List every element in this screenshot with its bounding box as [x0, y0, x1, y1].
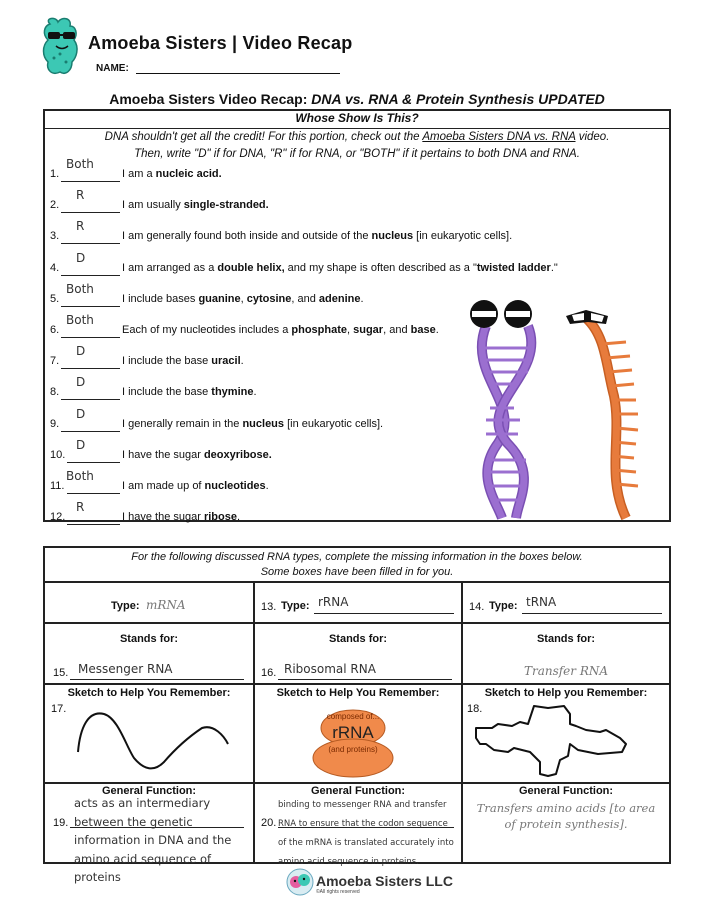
- function-value-mrna[interactable]: [74, 794, 277, 887]
- question-text-part: I generally remain in the: [122, 418, 243, 430]
- question-text: [122, 449, 272, 461]
- function-line: amino acid sequence of: [74, 851, 212, 866]
- question-text-part: ,: [240, 293, 247, 305]
- question-16-number: 16.: [261, 667, 277, 679]
- type-label-mrna: Type:: [111, 600, 140, 612]
- function-line: information in DNA and the: [74, 833, 232, 847]
- title-topic: DNA vs. RNA & Protein Synthesis UPDATED: [311, 91, 605, 107]
- footer-rights: ©All rights reserved: [316, 889, 360, 895]
- table-divider: [45, 782, 669, 784]
- question-text-part: , and: [383, 324, 411, 336]
- question-text-part: I include bases: [122, 293, 199, 305]
- question-13-number: 13.: [261, 601, 277, 613]
- amoeba-sisters-logo-icon: [286, 868, 314, 896]
- amoeba-mascot-logo: [36, 14, 88, 80]
- question-text-part: .: [360, 293, 364, 305]
- question-text: [122, 324, 439, 336]
- function-line: of protein synthesis].: [504, 817, 628, 831]
- answer-blank: [61, 431, 120, 432]
- table-divider: [45, 581, 669, 583]
- answer-field[interactable]: R: [76, 188, 85, 202]
- stands-for-label-rrna: Stands for:: [328, 633, 388, 645]
- answer-blank: [61, 275, 120, 276]
- dna-helix-illustration: [470, 300, 532, 518]
- ribosome-caption-main: rRNA: [332, 723, 374, 742]
- video-link[interactable]: Amoeba Sisters DNA vs. RNA: [422, 131, 576, 143]
- name-label: NAME:: [96, 63, 129, 74]
- answer-field[interactable]: Both: [66, 469, 94, 483]
- question-row: [50, 500, 450, 529]
- question-text-part: I am usually: [122, 199, 184, 211]
- function-line: binding to messenger RNA and transfer: [278, 800, 447, 810]
- question-keyword: sugar: [353, 324, 384, 336]
- answer-field[interactable]: D: [76, 344, 86, 358]
- ribosome-caption-top: composed of...: [326, 712, 380, 721]
- question-text: [122, 418, 383, 430]
- question-number: 10.: [50, 449, 66, 461]
- question-keyword: deoxyribose.: [203, 449, 272, 461]
- page-title: [0, 91, 714, 107]
- function-line: Transfers amino acids [to area: [476, 801, 656, 815]
- question-text: [122, 386, 257, 398]
- function-label-mrna: General Function:: [101, 785, 197, 797]
- question-text-part: [in eukaryotic cells].: [413, 230, 513, 242]
- answer-field[interactable]: D: [76, 251, 86, 265]
- stands-for-value-mrna[interactable]: Messenger RNA: [78, 662, 173, 676]
- question-text-part: , and: [291, 293, 319, 305]
- question-row: [50, 219, 513, 248]
- function-line-mrna-2: [52, 863, 244, 864]
- answer-field[interactable]: R: [76, 219, 85, 233]
- question-keyword: thymine: [211, 386, 254, 398]
- function-value-trna[interactable]: [463, 800, 669, 832]
- sketch-label-mrna: Sketch to Help You Remember:: [67, 687, 231, 699]
- question-text: [122, 230, 512, 242]
- question-text: [122, 511, 240, 523]
- question-keyword: single-stranded.: [183, 199, 269, 211]
- answer-field[interactable]: D: [76, 438, 86, 452]
- question-number: 12.: [50, 511, 66, 523]
- question-17-number: 17.: [51, 703, 67, 715]
- question-number: 3.: [50, 230, 60, 242]
- function-label-rrna: General Function:: [310, 785, 406, 797]
- answer-field[interactable]: D: [76, 375, 86, 389]
- sketch-label-trna: Sketch to Help you Remember:: [484, 687, 648, 699]
- question-keyword: guanine: [198, 293, 241, 305]
- mrna-sketch[interactable]: [74, 706, 234, 776]
- ribosome-caption-bottom: (and proteins): [328, 745, 378, 754]
- question-row: [50, 188, 450, 217]
- question-text-part: .: [435, 324, 439, 336]
- question-keyword: nucleus: [371, 230, 414, 242]
- function-line: RNA to ensure that the codon sequence: [278, 819, 448, 829]
- question-text-part: I am generally found both inside and outside of the: [122, 230, 372, 242]
- question-text-part: .: [236, 511, 241, 523]
- question-keyword: cytosine: [246, 293, 292, 305]
- question-text-part: I am made up of: [122, 480, 205, 492]
- footer-brand: Amoeba Sisters LLC: [316, 873, 453, 889]
- question-text: [122, 199, 269, 211]
- question-text-part: .: [253, 386, 257, 398]
- stands-for-value-rrna[interactable]: Ribosomal RNA: [284, 662, 376, 676]
- answer-blank: [61, 181, 120, 182]
- type-line-trna: [522, 613, 662, 614]
- question-text-part: I include the base: [122, 386, 212, 398]
- section1-title: Whose Show Is This?: [295, 111, 419, 125]
- type-label-rrna: Type:: [281, 600, 310, 612]
- question-text: [122, 293, 364, 305]
- question-number: 1.: [50, 168, 60, 180]
- question-keyword: twisted ladder: [476, 262, 551, 274]
- question-20-number: 20.: [261, 817, 277, 829]
- question-text-part: Each of my nucleotides includes a: [122, 324, 292, 336]
- stands-for-line-rrna: [278, 679, 452, 680]
- title-prefix: Amoeba Sisters Video Recap:: [109, 91, 312, 107]
- question-text-part: .": [550, 262, 558, 274]
- question-number: 8.: [50, 386, 60, 398]
- question-14-number: 14.: [469, 601, 485, 613]
- question-text-part: [in eukaryotic cells].: [284, 418, 384, 430]
- question-keyword: phosphate: [291, 324, 347, 336]
- table-divider: [45, 683, 669, 685]
- type-value-rrna[interactable]: rRNA: [318, 595, 349, 609]
- section1-divider: [45, 128, 669, 129]
- question-text-part: I have the sugar: [122, 511, 204, 523]
- question-number: 2.: [50, 199, 60, 211]
- section2-instruction-2: Some boxes have been filled in for you.: [260, 566, 454, 578]
- stands-for-label-trna: Stands for:: [536, 633, 596, 645]
- question-keyword: adenine: [318, 293, 361, 305]
- question-keyword: uracil: [211, 355, 241, 367]
- logo-title: Amoeba Sisters | Video Recap: [88, 33, 353, 53]
- answer-blank: [67, 524, 120, 525]
- question-text-part: I include the base: [122, 355, 212, 367]
- question-number: 6.: [50, 324, 60, 336]
- stands-for-label-mrna: Stands for:: [119, 633, 179, 645]
- question-19-number: 19.: [53, 817, 69, 829]
- answer-field[interactable]: Both: [66, 282, 94, 296]
- question-number: 9.: [50, 418, 60, 430]
- question-15-number: 15.: [53, 667, 69, 679]
- answer-field[interactable]: Both: [66, 313, 94, 327]
- question-number: 5.: [50, 293, 60, 305]
- function-line: proteins: [74, 870, 121, 884]
- question-row: [50, 438, 450, 467]
- answer-blank: [67, 462, 120, 463]
- sketch-label-rrna: Sketch to Help You Remember:: [276, 687, 440, 699]
- question-text: [122, 355, 244, 367]
- answer-blank: [61, 337, 120, 338]
- type-value-mrna[interactable]: mRNA: [146, 598, 186, 612]
- question-18-number: 18.: [467, 703, 483, 715]
- type-label-trna: Type:: [489, 600, 518, 612]
- question-number: 4.: [50, 262, 60, 274]
- answer-blank: [67, 493, 120, 494]
- type-line-rrna: [314, 613, 454, 614]
- question-number: 7.: [50, 355, 60, 367]
- question-number: 11.: [50, 480, 65, 492]
- answer-field[interactable]: R: [76, 500, 85, 514]
- question-text-part: .: [265, 480, 269, 492]
- table-divider: [45, 622, 669, 624]
- instruction-text: DNA shouldn't get all the credit! For this portion, check out the: [104, 131, 423, 143]
- function-line: amino acid sequence in proteins.: [278, 857, 419, 867]
- answer-blank: [61, 243, 120, 244]
- rna-strand-illustration: [566, 310, 638, 518]
- question-text: [122, 168, 222, 180]
- section1-instruction-1: [43, 131, 671, 143]
- question-text: [122, 480, 269, 492]
- answer-blank: [61, 399, 120, 400]
- question-row: [50, 407, 450, 436]
- answer-blank: [61, 368, 120, 369]
- question-keyword: ribose: [203, 511, 237, 523]
- question-text-part: and my shape is often described as a ": [284, 262, 477, 274]
- stands-for-value-trna[interactable]: Transfer RNA: [523, 664, 609, 678]
- question-text-part: I am arranged as a: [122, 262, 218, 274]
- question-row: [50, 282, 450, 311]
- stands-for-line-mrna: [70, 679, 244, 680]
- question-keyword: double helix,: [217, 262, 285, 274]
- answer-blank: [61, 306, 120, 307]
- question-keyword: nucleus: [242, 418, 285, 430]
- question-text-part: I have the sugar: [122, 449, 204, 461]
- answer-field[interactable]: D: [76, 407, 86, 421]
- function-label-trna: General Function:: [518, 785, 614, 797]
- instruction-text-end: video.: [575, 131, 610, 143]
- question-keyword: base: [410, 324, 436, 336]
- question-keyword: nucleic acid.: [155, 168, 222, 180]
- trna-sketch[interactable]: [472, 704, 654, 780]
- question-text-part: ,: [347, 324, 354, 336]
- dna-rna-cartoon: [456, 296, 660, 520]
- function-line: acts as an intermediary: [74, 796, 211, 810]
- question-row: [50, 375, 450, 404]
- question-row: [50, 469, 450, 498]
- section1-instruction-2: Then, write "D" if for DNA, "R" if for RNA, or "BOTH" if it pertains to both DNA and RNA.: [134, 148, 580, 160]
- answer-field[interactable]: Both: [66, 157, 94, 171]
- question-keyword: nucleotides: [204, 480, 266, 492]
- question-row: [50, 344, 450, 373]
- function-line: of the mRNA is translated accurately into: [278, 838, 454, 848]
- question-row: [50, 251, 558, 280]
- function-line-rrna-2: [262, 862, 454, 863]
- question-text-part: .: [240, 355, 244, 367]
- function-value-rrna[interactable]: [278, 796, 464, 872]
- type-value-trna[interactable]: tRNA: [526, 595, 557, 609]
- section2-instruction-1: For the following discussed RNA types, complete the missing information in the boxes below.: [131, 551, 583, 563]
- question-text: [122, 262, 558, 274]
- question-row: [50, 157, 450, 186]
- question-text-part: I am a: [122, 168, 156, 180]
- function-line: between the genetic: [74, 814, 193, 829]
- answer-blank: [61, 212, 120, 213]
- name-field[interactable]: [136, 73, 340, 74]
- question-row: [50, 313, 450, 342]
